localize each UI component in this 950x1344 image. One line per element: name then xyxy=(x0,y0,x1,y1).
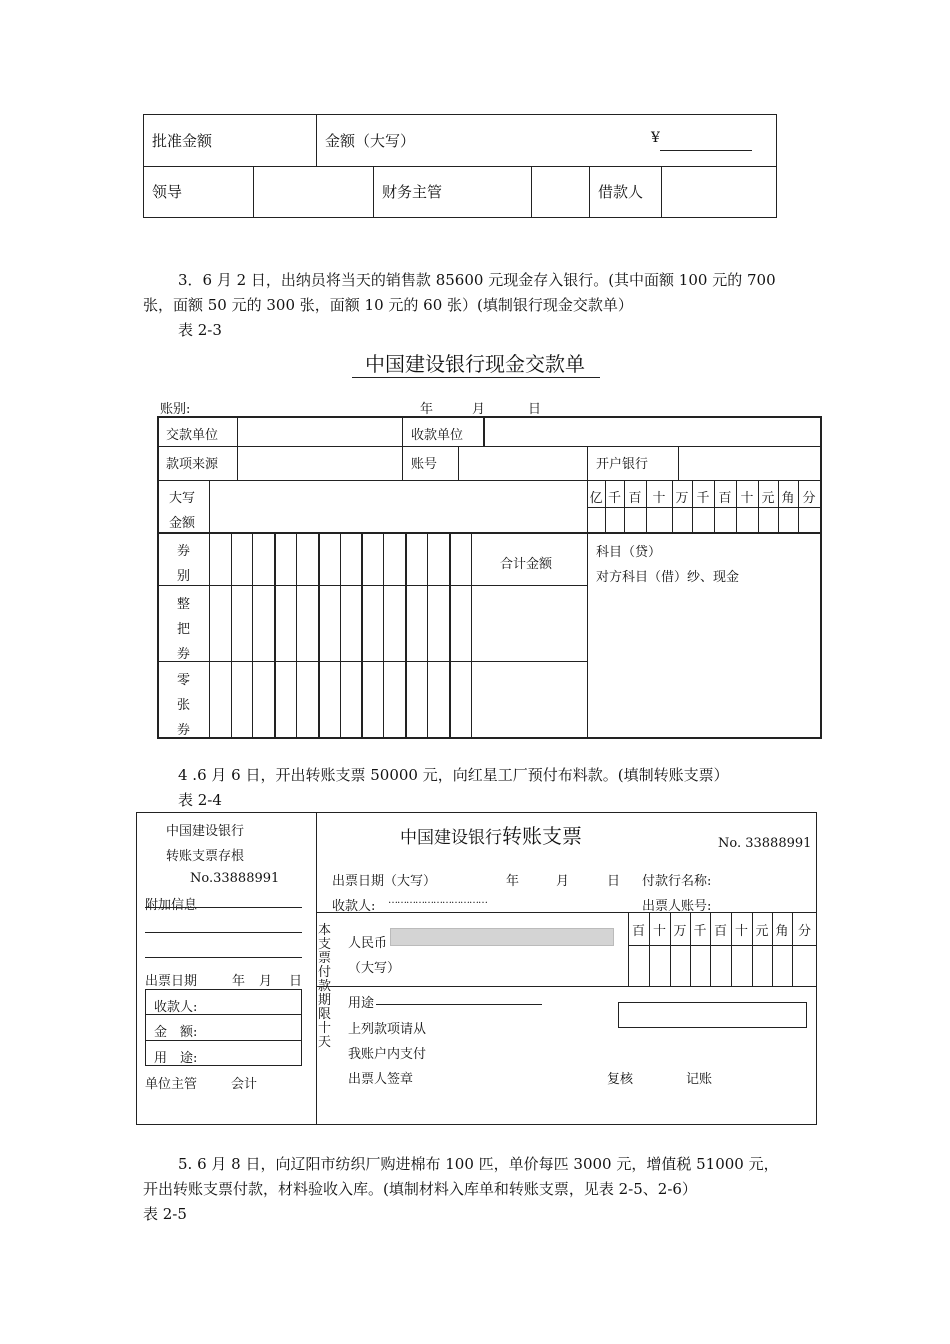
item4-line1: 4 .6 月 6 日，开出转账支票 50000 元，向红星工厂预付布料款。(填制转账支票） xyxy=(178,766,729,784)
table-2-3-label: 表 2-3 xyxy=(178,321,222,339)
cheque-title xyxy=(400,820,582,849)
digit-header: 分 xyxy=(802,491,816,506)
total-amount-label: 合计金额 xyxy=(500,557,553,572)
payer-unit-label: 交款单位 xyxy=(166,428,219,443)
col-line xyxy=(483,416,485,446)
purpose-line xyxy=(376,1004,542,1005)
cheque-digit-header: 百 xyxy=(631,924,645,939)
row-line xyxy=(157,585,587,586)
whole-bundle-label: 把 xyxy=(177,622,191,637)
extra-info-line xyxy=(145,907,302,908)
date-month: 月 xyxy=(472,402,486,417)
item5-line1: 5. 6 月 8 日，向辽阳市纺织厂购进棉布 100 匹，单价每匹 3000 元，增值税 51000 元， xyxy=(178,1155,779,1173)
row-line xyxy=(157,661,587,662)
item3-line2: 张，面额 50 元的 300 张，面额 10 元的 60 张）(填制银行现金交款单） xyxy=(143,296,633,314)
stub-day: 日 xyxy=(289,974,303,989)
extra-info-line xyxy=(145,932,302,933)
code-box[interactable] xyxy=(618,1002,807,1028)
bookkeeping-label: 记账 xyxy=(686,1072,713,1087)
pay-instruction-line2: 我账户内支付 xyxy=(348,1047,427,1062)
cheque-digit-header: 千 xyxy=(693,924,707,939)
digit-grid-line xyxy=(628,945,817,946)
borrower-label: 借款人 xyxy=(598,183,644,201)
pay-instruction-line1: 上列款项请从 xyxy=(348,1022,427,1037)
yen-symbol: ¥ xyxy=(651,130,660,146)
stub-month: 月 xyxy=(259,974,273,989)
paying-bank-label: 付款行名称: xyxy=(642,874,712,889)
issue-year: 年 xyxy=(506,874,520,889)
leader-label: 领导 xyxy=(152,183,183,201)
stub-payee-label: 收款人: xyxy=(154,1000,198,1015)
col-line xyxy=(458,446,459,480)
loan-table-row-divider xyxy=(143,166,777,167)
stub-number: No.33888991 xyxy=(190,871,280,886)
bank-label: 开户银行 xyxy=(596,457,649,472)
cheque-digit-header: 十 xyxy=(734,924,748,939)
amount-section-top-line xyxy=(316,912,817,913)
payee-unit-label: 收款单位 xyxy=(411,428,464,443)
stub-purpose-label: 用 途: xyxy=(154,1051,198,1066)
loose-notes-label: 券 xyxy=(177,723,191,738)
validity-note-char: 本 xyxy=(318,923,332,938)
digit-header: 千 xyxy=(696,491,710,506)
stub-year: 年 xyxy=(232,974,246,989)
account-no-label: 账号 xyxy=(411,457,438,472)
rmb-amount-field[interactable] xyxy=(390,928,614,946)
rmb-label: 人民币 xyxy=(348,936,388,951)
col-line xyxy=(402,416,403,480)
deposit-slip-title: 中国建设银行现金交款单 xyxy=(365,352,585,376)
review-label: 复核 xyxy=(607,1072,634,1087)
amount-upper-label: 金额（大写） xyxy=(325,132,416,150)
title-underline xyxy=(352,377,600,378)
table-2-5-label: 表 2-5 xyxy=(143,1205,187,1223)
stub-accountant-label: 会计 xyxy=(231,1077,258,1092)
yen-amount-line xyxy=(660,150,752,151)
validity-note-char: 限 xyxy=(318,1007,332,1022)
grid-col-line xyxy=(383,532,384,739)
grid-col-line xyxy=(471,532,472,739)
cheque-title-type: 转账支票 xyxy=(502,824,582,848)
digit-header: 十 xyxy=(740,491,754,506)
payee-label: 收款人: xyxy=(332,899,376,914)
validity-note-char: 十 xyxy=(318,1021,332,1036)
digit-header: 万 xyxy=(675,491,689,506)
loan-table-col-divider xyxy=(589,166,590,218)
validity-note-char: 期 xyxy=(318,993,332,1008)
validity-note-char: 付 xyxy=(318,965,332,980)
digit-header: 百 xyxy=(718,491,732,506)
whole-bundle-label: 整 xyxy=(177,597,191,612)
loose-notes-label: 零 xyxy=(177,673,191,688)
stub-divider xyxy=(316,812,317,1125)
source-label: 款项来源 xyxy=(166,457,219,472)
extra-info-line xyxy=(145,957,302,958)
stub-extra-info-label: 附加信息 xyxy=(145,898,198,913)
grid-col-line xyxy=(252,532,253,739)
col-line xyxy=(237,416,238,480)
subject-credit-label: 科目（贷） xyxy=(596,545,662,560)
cheque-title-bank: 中国建设银行 xyxy=(400,828,502,848)
cheque-digit-header: 元 xyxy=(755,924,769,939)
item3-line1: 3．6 月 2 日，出纳员将当天的销售款 85600 元现金存入银行。(其中面额 100 元的 700 xyxy=(178,271,776,289)
col-line xyxy=(587,480,588,739)
drawer-account-label: 出票人账号: xyxy=(642,899,712,914)
stub-unit-head-label: 单位主管 xyxy=(145,1077,198,1092)
account-type-label: 账别: xyxy=(160,402,191,417)
validity-note xyxy=(318,924,330,1050)
amount-upper-label-2: 金额 xyxy=(169,516,196,531)
loan-table-col-divider xyxy=(253,166,254,218)
grid-col-line xyxy=(340,532,341,739)
col-line xyxy=(678,446,679,480)
cheque-digit-header: 十 xyxy=(652,924,666,939)
loose-notes-label: 张 xyxy=(177,698,191,713)
issue-date-label: 出票日期（大写） xyxy=(332,874,437,889)
purpose-label: 用途 xyxy=(348,996,375,1011)
digit-header: 元 xyxy=(761,491,775,506)
approved-amount-label: 批准金额 xyxy=(152,132,213,150)
amount-upper-label: （大写） xyxy=(348,961,401,976)
cheque-digit-header: 角 xyxy=(775,924,789,939)
note-type-label: 券 xyxy=(177,544,191,559)
row-line xyxy=(157,446,822,447)
cheque-digit-header: 百 xyxy=(713,924,727,939)
validity-note-char: 款 xyxy=(318,979,332,994)
digit-header: 千 xyxy=(607,491,621,506)
row-line xyxy=(157,532,822,534)
stub-title: 转账支票存根 xyxy=(166,849,245,864)
stub-info-line xyxy=(145,1040,302,1041)
grid-col-line xyxy=(231,532,232,739)
date-day: 日 xyxy=(528,402,542,417)
validity-note-char: 票 xyxy=(318,951,332,966)
cheque-digit-header: 分 xyxy=(797,924,811,939)
stub-bank-name: 中国建设银行 xyxy=(166,824,245,839)
loan-table-col-divider xyxy=(373,166,374,218)
cheque-digit-header: 万 xyxy=(673,924,687,939)
amount-upper-label-1: 大写 xyxy=(169,491,196,506)
stub-issue-date-label: 出票日期 xyxy=(145,974,198,989)
grid-col-line xyxy=(449,532,451,739)
cheque-number: No. 33888991 xyxy=(718,836,812,851)
whole-bundle-label: 券 xyxy=(177,647,191,662)
grid-col-line xyxy=(296,532,297,739)
digit-header: 角 xyxy=(781,491,795,506)
validity-note-char: 支 xyxy=(318,937,332,952)
loan-table-col-divider xyxy=(531,166,532,218)
col-line xyxy=(209,480,210,532)
grid-col-line xyxy=(405,532,407,739)
grid-col-line xyxy=(274,532,276,739)
col-line xyxy=(587,446,588,480)
digit-header: 亿 xyxy=(589,491,603,506)
row-line xyxy=(587,507,822,508)
grid-col-line xyxy=(427,532,428,739)
amount-section-bottom-line xyxy=(316,986,817,987)
validity-note-char: 天 xyxy=(318,1035,332,1050)
stub-amount-label: 金 额: xyxy=(154,1025,198,1040)
loan-table-col-divider xyxy=(661,166,662,218)
table-2-4-label: 表 2-4 xyxy=(178,791,222,809)
grid-col-line xyxy=(361,532,363,739)
digit-header: 十 xyxy=(652,491,666,506)
note-type-label: 别 xyxy=(177,569,191,584)
finance-head-label: 财务主管 xyxy=(382,183,443,201)
loan-table-col-divider xyxy=(316,114,317,166)
subject-debit-label: 对方科目（借）纱、现金 xyxy=(596,570,740,585)
row-line xyxy=(157,480,822,481)
date-year: 年 xyxy=(420,402,434,417)
grid-col-line xyxy=(209,532,210,739)
drawer-signature-label: 出票人签章 xyxy=(348,1072,414,1087)
issue-day: 日 xyxy=(607,874,621,889)
payee-dotted-line: …………………………… xyxy=(388,895,487,906)
grid-col-line xyxy=(318,532,320,739)
issue-month: 月 xyxy=(556,874,570,889)
digit-header: 百 xyxy=(628,491,642,506)
item5-line2: 开出转账支票付款，材料验收入库。(填制材料入库单和转账支票，见表 2-5、2-6） xyxy=(143,1180,697,1198)
